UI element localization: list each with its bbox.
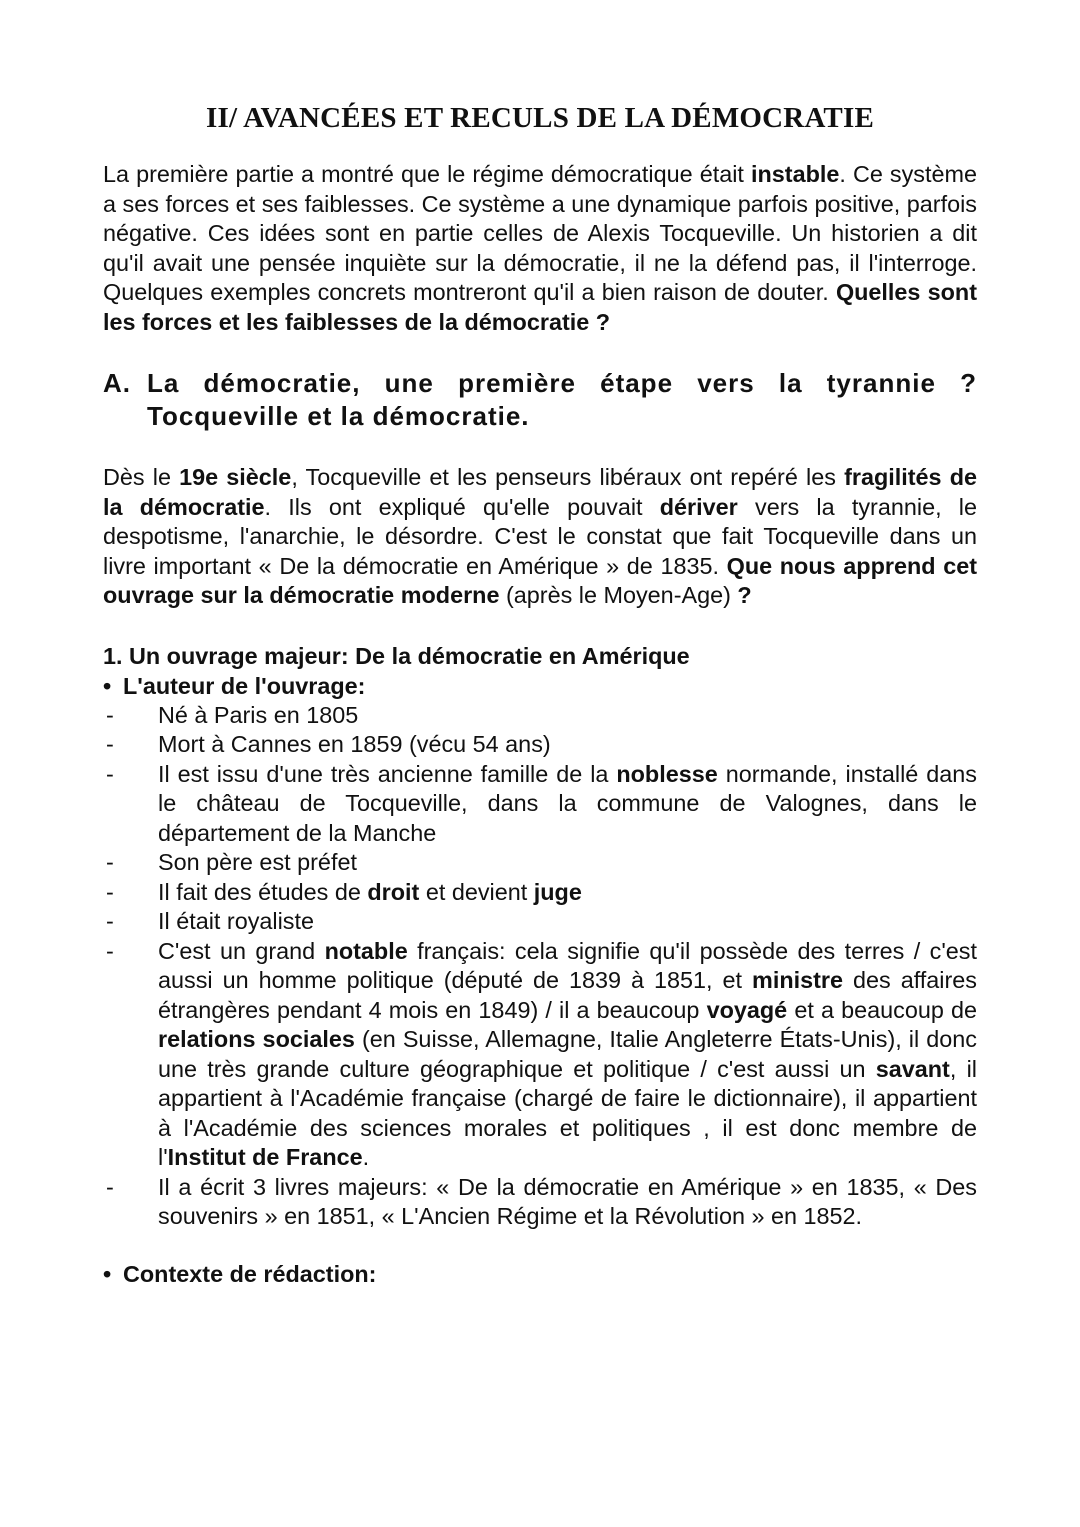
author-bullet	[103, 671, 977, 701]
list-item-text	[158, 937, 977, 1173]
section-a-letter: A.	[103, 368, 131, 398]
dash-marker: -	[106, 731, 114, 757]
section-a-title-line1: La démocratie, une première étape vers la tyrannie ?	[147, 368, 977, 398]
text-run: Dès le	[103, 464, 180, 490]
bold-text: dériver	[659, 493, 738, 520]
dash-marker: -	[106, 908, 114, 934]
document-page	[103, 98, 977, 1289]
bold-text: 19e siècle	[179, 464, 292, 490]
text-run: , Tocqueville et les penseurs libéraux ont repéré les	[291, 464, 845, 490]
bold-text: Institut de France	[167, 1144, 363, 1170]
bold-text: fragilités de la démocratie	[103, 464, 978, 520]
dash-marker: -	[106, 1173, 114, 1200]
dash-marker: -	[106, 760, 114, 787]
bold-text: voyagé	[706, 996, 788, 1023]
text-run: . Ce système a ses forces et ses faiblesses. Ce système a une dynamique parfois positive, parfois négative. Ces idées sont en partie celles de Alexis Tocqueville. Un historien a dit qu'il avait une pensée inquiète sur la démocratie, il ne la défend pas, il l'interroge. Quelques exemples concrets montreront qu'il a bien raison de douter.	[103, 161, 977, 305]
text-run: français: cela signifie qu'il possède des terres / c'est aussi un homme politique (député de 1839 à 1851, et	[158, 937, 977, 993]
list-item	[103, 937, 977, 1173]
list-item-text	[158, 848, 977, 878]
text-run: Son père est préfet	[158, 849, 357, 875]
page-title: II/ AVANCÉES ET RECULS DE LA DÉMOCRATIE	[205, 102, 875, 134]
list-item-text	[158, 701, 977, 731]
list-item	[103, 878, 977, 908]
section-a-title-line2: Tocqueville et la démocratie.	[147, 401, 530, 431]
text-run: C'est un grand	[158, 937, 325, 964]
bold-text: relations sociales	[158, 1026, 355, 1052]
list-item	[103, 730, 977, 760]
bullet-icon: •	[103, 672, 112, 699]
list-item	[103, 760, 977, 849]
text-run: Né à Paris en 1805	[158, 701, 359, 728]
dash-marker: -	[106, 701, 114, 728]
dash-marker: -	[106, 937, 114, 964]
bold-text: droit	[367, 878, 420, 905]
text-run: et devient	[419, 878, 534, 905]
bold-text: Que nous apprend cet ouvrage sur la démocratie moderne	[103, 552, 977, 608]
text-run: .	[362, 1144, 370, 1170]
list-item	[103, 701, 977, 731]
subsection-1-heading: 1. Un ouvrage majeur: De la démocratie en Amérique	[103, 642, 690, 669]
bold-text: juge	[533, 878, 582, 905]
text-run: normande, installé dans le château de Tocqueville, dans la commune de Valognes, dans le département de la Manche	[158, 760, 977, 846]
bold-text: savant	[875, 1055, 950, 1082]
list-item-text	[158, 730, 977, 760]
text-run: Mort à Cannes en 1859 (vécu 54 ans)	[158, 731, 551, 757]
bullet-icon: •	[103, 1260, 112, 1287]
text-run: La première partie a montré que le régime démocratique était	[103, 161, 751, 187]
bold-text: notable	[324, 937, 408, 964]
list-item	[103, 848, 977, 878]
section-a-title	[147, 367, 977, 433]
text-run: vers la tyrannie, le despotisme, l'anarchie, le désordre. C'est le constat que fait Tocqueville dans un livre important « De la démocratie en Amérique » de 1835.	[103, 493, 978, 579]
bold-text: ?	[737, 582, 752, 608]
text-run: Il est issu d'une très ancienne famille de la	[158, 760, 617, 787]
text-run: Il fait des études de	[158, 878, 368, 905]
text-run: (après le Moyen-Age)	[499, 582, 738, 608]
text-run: et a beaucoup de	[787, 996, 977, 1023]
author-facts-list	[103, 701, 977, 1232]
bold-text: ministre	[752, 967, 844, 993]
section-a-heading	[103, 367, 977, 433]
author-label: L'auteur de l'ouvrage:	[123, 672, 366, 699]
bold-text: Quelles sont les forces et les faiblesses de la démocratie ?	[103, 279, 977, 335]
list-item-text	[158, 1173, 977, 1232]
list-item-text	[158, 760, 977, 849]
dash-marker: -	[106, 878, 114, 905]
section-a-paragraph	[103, 463, 977, 611]
intro-paragraph	[103, 160, 977, 337]
text-run: Il a écrit 3 livres majeurs: « De la démocratie en Amérique » en 1835, « Des souvenirs » en 1851, « L'Ancien Régime et la Révolution » en 1852.	[158, 1173, 977, 1229]
text-run: , il appartient à l'Académie française (chargé de faire le dictionnaire), il appartient à l'Académie des sciences morales et politiques , il est donc membre de l'	[158, 1055, 977, 1170]
list-item	[103, 1173, 977, 1232]
text-run: Il était royaliste	[158, 908, 315, 934]
list-item-text	[158, 878, 977, 908]
bold-text: instable	[750, 161, 840, 187]
context-bullet	[103, 1259, 977, 1289]
bold-text: noblesse	[616, 760, 718, 787]
text-run: . Ils ont expliqué qu'elle pouvait	[264, 493, 660, 520]
dash-marker: -	[106, 849, 114, 875]
list-item	[103, 907, 977, 937]
context-label: Contexte de rédaction:	[123, 1260, 377, 1287]
text-run: (en Suisse, Allemagne, Italie Angleterre États-Unis), il donc une très grande culture géographique et politique / c'est aussi un	[158, 1026, 977, 1082]
text-run: des affaires étrangères pendant 4 mois en 1849) / il a beaucoup	[158, 967, 977, 1023]
list-item-text	[158, 907, 977, 937]
